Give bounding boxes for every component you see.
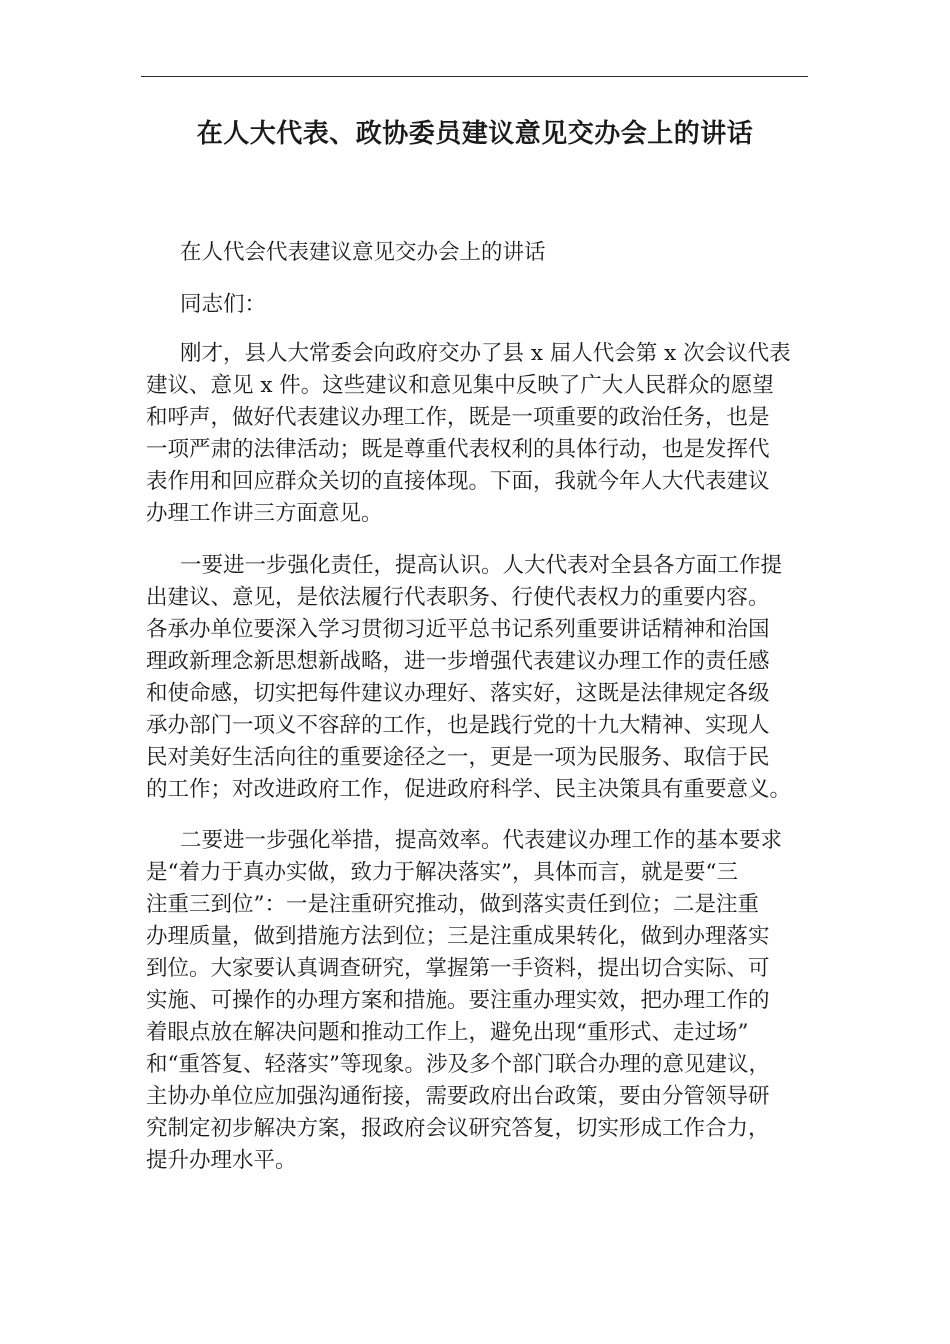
paragraph-line: 各承办单位要深入学习贯彻习近平总书记系列重要讲话精神和治国	[146, 617, 770, 642]
paragraph-line: 实施、可操作的办理方案和措施。要注重办理实效，把办理工作的	[146, 988, 770, 1013]
paragraph-line: 办理工作讲三方面意见。	[146, 501, 383, 526]
paragraph-line: 一项严肃的法律活动；既是尊重代表权利的具体行动，也是发挥代	[146, 437, 770, 462]
paragraph-line: 提升办理水平。	[146, 1148, 297, 1173]
paragraph-line: 建议、意见 x 件。这些建议和意见集中反映了广大人民群众的愿望	[146, 373, 774, 398]
paragraph-line: 出建议、意见，是依法履行代表职务、行使代表权力的重要内容。	[146, 585, 770, 610]
salutation: 同志们：	[180, 292, 267, 317]
paragraph-line: 刚才，县人大常委会向政府交办了县 x 届人代会第 x 次会议代表	[180, 341, 791, 366]
paragraph-line: 民对美好生活向往的重要途径之一，更是一项为民服务、取信于民	[146, 745, 770, 770]
paragraph-line: 注重三到位”：一是注重研究推动，做到落实责任到位；二是注重	[146, 892, 759, 917]
paragraph-line: 和呼声，做好代表建议办理工作，既是一项重要的政治任务，也是	[146, 405, 770, 430]
paragraph-line: 理政新理念新思想新战略，进一步增强代表建议办理工作的责任感	[146, 649, 770, 674]
paragraph-line: 办理质量，做到措施方法到位；三是注重成果转化，做到办理落实	[146, 924, 770, 949]
paragraph-line: 到位。大家要认真调查研究，掌握第一手资料，提出切合实际、可	[146, 956, 770, 981]
document-subtitle: 在人代会代表建议意见交办会上的讲话	[180, 240, 546, 265]
paragraph-line: 和“重答复、轻落实”等现象。涉及多个部门联合办理的意见建议，	[146, 1052, 770, 1077]
paragraph-line: 究制定初步解决方案，报政府会议研究答复，切实形成工作合力，	[146, 1116, 770, 1141]
paragraph-line: 着眼点放在解决问题和推动工作上，避免出现“重形式、走过场”	[146, 1020, 749, 1045]
paragraph-line: 是“着力于真办实做，致力于解决落实”，具体而言，就是要“三	[146, 860, 738, 885]
paragraph-line: 表作用和回应群众关切的直接体现。下面，我就今年人大代表建议	[146, 469, 770, 494]
paragraph-line: 二要进一步强化举措，提高效率。代表建议办理工作的基本要求	[180, 828, 783, 853]
paragraph-line: 一要进一步强化责任，提高认识。人大代表对全县各方面工作提	[180, 553, 783, 578]
header-rule	[141, 76, 808, 77]
paragraph-line: 和使命感，切实把每件建议办理好、落实好，这既是法律规定各级	[146, 681, 770, 706]
document-title: 在人大代表、政协委员建议意见交办会上的讲话	[196, 119, 754, 149]
paragraph-line: 主协办单位应加强沟通衔接，需要政府出台政策，要由分管领导研	[146, 1084, 770, 1109]
paragraph-line: 的工作；对改进政府工作，促进政府科学、民主决策具有重要意义。	[146, 777, 792, 802]
paragraph-line: 承办部门一项义不容辞的工作，也是践行党的十九大精神、实现人	[146, 713, 770, 738]
